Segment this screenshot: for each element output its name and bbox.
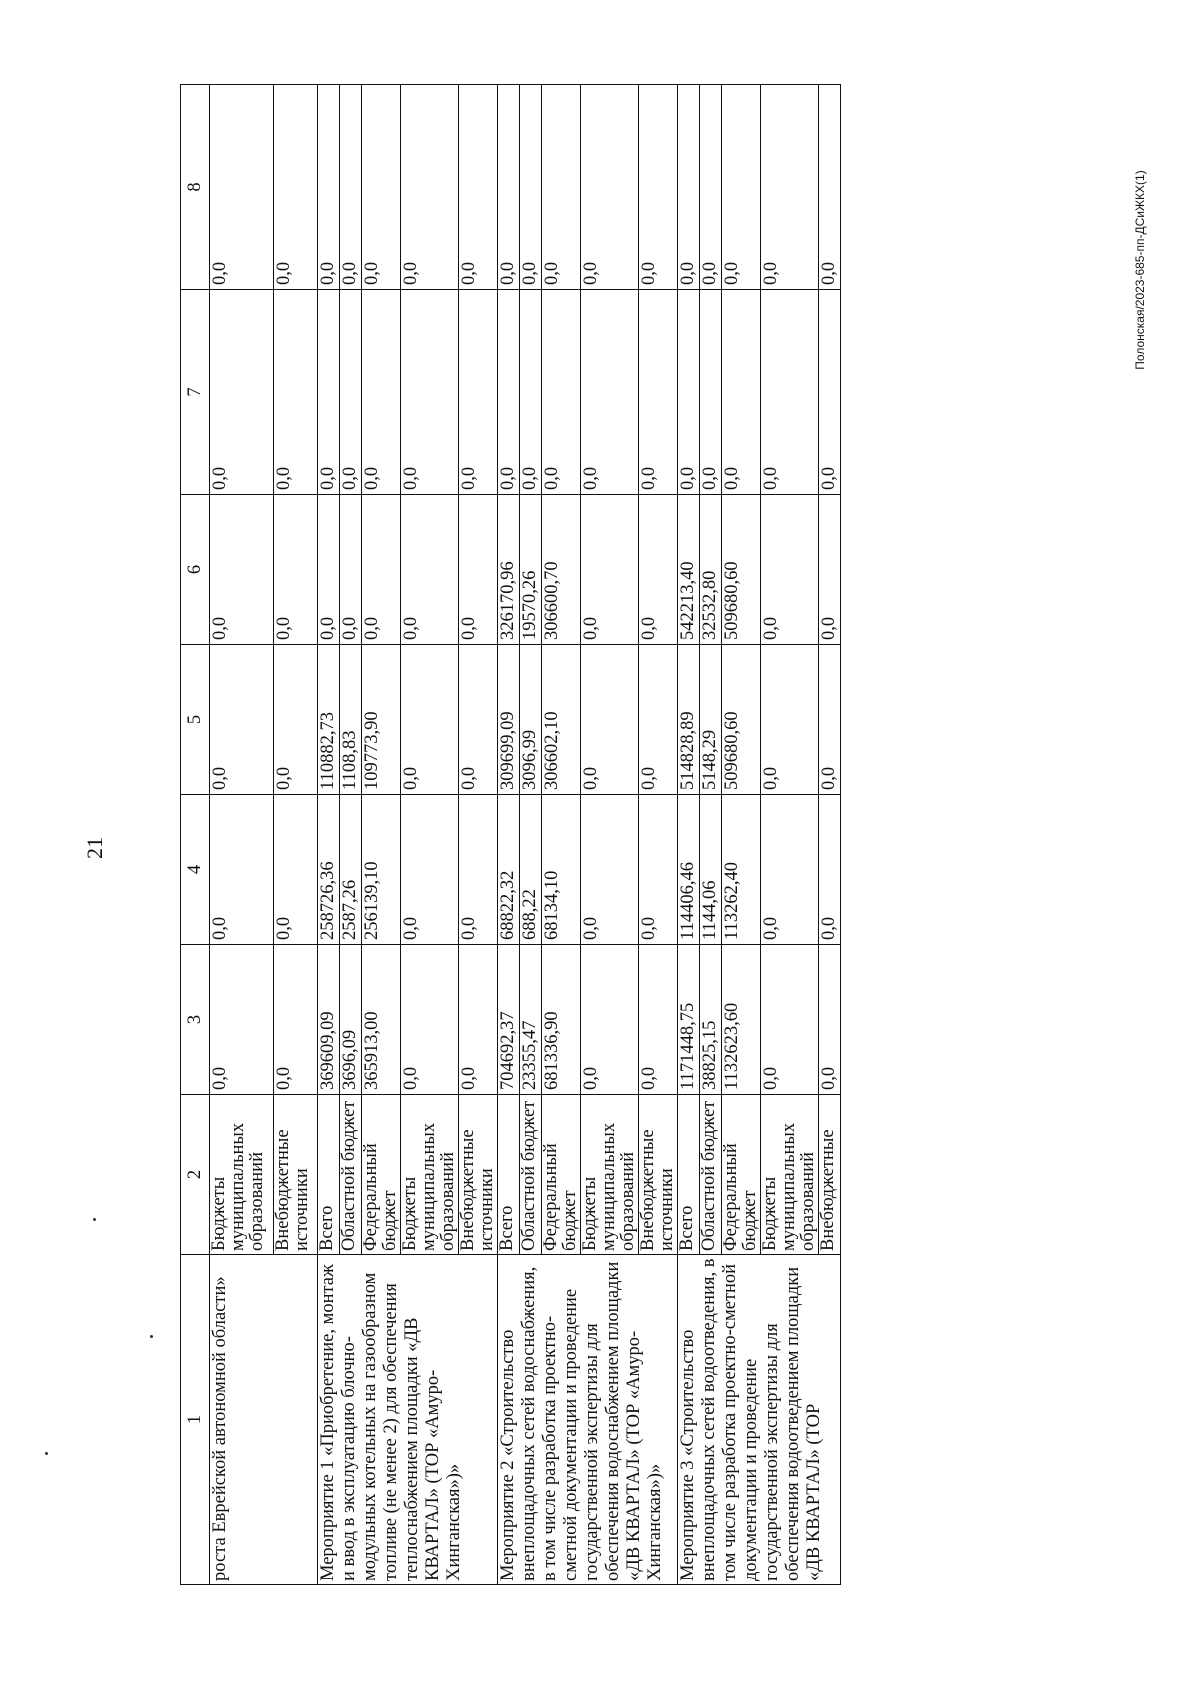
value-cell: 0,0 xyxy=(639,85,678,290)
value-cell: 0,0 xyxy=(401,645,459,795)
funding-source: Внебюджетные источники xyxy=(274,1095,318,1255)
value-cell: 0,0 xyxy=(678,290,700,495)
scan-speck xyxy=(45,1452,48,1455)
value-cell: 0,0 xyxy=(210,495,274,645)
column-header: 6 xyxy=(181,495,210,645)
value-cell: 0,0 xyxy=(722,85,761,290)
value-cell: 0,0 xyxy=(210,645,274,795)
value-cell: 0,0 xyxy=(318,495,340,645)
table-row xyxy=(498,85,520,1585)
value-cell: 0,0 xyxy=(210,945,274,1095)
funding-source: Федеральный бюджет xyxy=(542,1095,581,1255)
value-cell: 0,0 xyxy=(581,495,639,645)
value-cell: 109773,90 xyxy=(362,645,401,795)
value-cell: 0,0 xyxy=(362,495,401,645)
value-cell: 0,0 xyxy=(678,85,700,290)
value-cell: 19570,26 xyxy=(520,495,542,645)
table-row xyxy=(210,85,274,1585)
funding-source: Всего xyxy=(498,1095,520,1255)
value-cell: 0,0 xyxy=(401,795,459,945)
value-cell: 0,0 xyxy=(274,795,318,945)
column-header: 3 xyxy=(181,945,210,1095)
value-cell: 0,0 xyxy=(274,645,318,795)
value-cell: 365913,00 xyxy=(362,945,401,1095)
value-cell: 1108,83 xyxy=(340,645,362,795)
value-cell: 0,0 xyxy=(401,290,459,495)
value-cell: 0,0 xyxy=(581,945,639,1095)
value-cell: 114406,46 xyxy=(678,795,700,945)
funding-source: Бюджеты муниципальных образований xyxy=(581,1095,639,1255)
value-cell: 1132623,60 xyxy=(722,945,761,1095)
measure-description: Мероприятие 1 «Приобретение, монтаж и ввод в эксплуатацию блочно-модульных котельных на газообразном топливе (не менее 2) для обеспечения теплоснабжением площадки «ДВ КВАРТАЛ» (ТОР «Амуро-Хинганская»)» xyxy=(318,1255,498,1585)
value-cell: 0,0 xyxy=(761,495,819,645)
value-cell: 542213,40 xyxy=(678,495,700,645)
value-cell: 3096,99 xyxy=(520,645,542,795)
value-cell: 0,0 xyxy=(210,290,274,495)
funding-source: Областной бюджет xyxy=(520,1095,542,1255)
column-header: 5 xyxy=(181,645,210,795)
value-cell: 0,0 xyxy=(210,795,274,945)
header-row xyxy=(181,85,210,1585)
funding-source: Областной бюджет xyxy=(700,1095,722,1255)
table-row xyxy=(318,85,340,1585)
value-cell: 0,0 xyxy=(459,945,498,1095)
value-cell: 0,0 xyxy=(498,85,520,290)
value-cell: 38825,15 xyxy=(700,945,722,1095)
value-cell: 110882,73 xyxy=(318,645,340,795)
funding-source: Областной бюджет xyxy=(340,1095,362,1255)
column-header: 4 xyxy=(181,795,210,945)
value-cell: 326170,96 xyxy=(498,495,520,645)
value-cell: 306602,10 xyxy=(542,645,581,795)
value-cell: 1171448,75 xyxy=(678,945,700,1095)
scan-speck xyxy=(93,1218,96,1221)
measure-description: Мероприятие 2 «Строительство внеплощадочных сетей водоснабжения, в том числе разработка проектно-сметной документации и проведение государственной экспертизы для обеспечения водоснабжением площадки «ДВ КВАРТАЛ» (ТОР «Амуро-Хинганская»)» xyxy=(498,1255,678,1585)
value-cell: 509680,60 xyxy=(722,495,761,645)
funding-source: Федеральный бюджет xyxy=(722,1095,761,1255)
funding-source: Бюджеты муниципальных образований xyxy=(210,1095,274,1255)
value-cell: 0,0 xyxy=(819,85,841,290)
value-cell: 0,0 xyxy=(542,290,581,495)
value-cell: 0,0 xyxy=(459,495,498,645)
funding-source: Всего xyxy=(678,1095,700,1255)
measure-description: роста Еврейской автономной области» xyxy=(210,1255,318,1585)
value-cell: 306600,70 xyxy=(542,495,581,645)
funding-source: Внебюджетные источники xyxy=(459,1095,498,1255)
value-cell: 256139,10 xyxy=(362,795,401,945)
value-cell: 0,0 xyxy=(639,945,678,1095)
value-cell: 0,0 xyxy=(581,645,639,795)
column-header: 1 xyxy=(181,1255,210,1585)
value-cell: 369609,09 xyxy=(318,945,340,1095)
value-cell: 0,0 xyxy=(700,85,722,290)
value-cell: 0,0 xyxy=(520,85,542,290)
value-cell: 0,0 xyxy=(459,645,498,795)
value-cell: 1144,06 xyxy=(700,795,722,945)
value-cell: 2587,26 xyxy=(340,795,362,945)
value-cell: 0,0 xyxy=(401,85,459,290)
funding-source: Внебюджетные источники xyxy=(639,1095,678,1255)
column-header: 8 xyxy=(181,85,210,290)
value-cell: 0,0 xyxy=(639,795,678,945)
value-cell: 704692,37 xyxy=(498,945,520,1095)
value-cell: 0,0 xyxy=(520,290,542,495)
value-cell: 0,0 xyxy=(459,85,498,290)
value-cell: 681336,90 xyxy=(542,945,581,1095)
value-cell: 0,0 xyxy=(340,85,362,290)
value-cell: 0,0 xyxy=(761,290,819,495)
value-cell: 0,0 xyxy=(761,645,819,795)
value-cell: 0,0 xyxy=(318,85,340,290)
value-cell: 0,0 xyxy=(819,795,841,945)
value-cell: 23355,47 xyxy=(520,945,542,1095)
value-cell: 0,0 xyxy=(581,85,639,290)
value-cell: 0,0 xyxy=(274,85,318,290)
value-cell: 0,0 xyxy=(401,495,459,645)
value-cell: 113262,40 xyxy=(722,795,761,945)
measure-description: Мероприятие 3 «Строительство внеплощадочных сетей водоотведения, в том числе разработка проектно-сметной документации и проведение государственной экспертизы для обеспечения водоотведением площадки «ДВ КВАРТАЛ» (ТОР xyxy=(678,1255,841,1585)
value-cell: 0,0 xyxy=(639,495,678,645)
value-cell: 688,22 xyxy=(520,795,542,945)
value-cell: 514828,89 xyxy=(678,645,700,795)
value-cell: 68822,32 xyxy=(498,795,520,945)
value-cell: 0,0 xyxy=(542,85,581,290)
value-cell: 0,0 xyxy=(274,945,318,1095)
value-cell: 0,0 xyxy=(498,290,520,495)
page-number: 21 xyxy=(82,837,107,859)
value-cell: 0,0 xyxy=(581,290,639,495)
value-cell: 258726,36 xyxy=(318,795,340,945)
value-cell: 0,0 xyxy=(318,290,340,495)
value-cell: 0,0 xyxy=(340,290,362,495)
value-cell: 0,0 xyxy=(274,290,318,495)
rotated-table-area xyxy=(180,85,1190,1585)
funding-source: Внебюджетные xyxy=(819,1095,841,1255)
scan-speck xyxy=(150,1335,153,1338)
value-cell: 0,0 xyxy=(362,85,401,290)
value-cell: 0,0 xyxy=(459,795,498,945)
value-cell: 0,0 xyxy=(274,495,318,645)
table-row xyxy=(678,85,700,1585)
value-cell: 0,0 xyxy=(639,645,678,795)
value-cell: 0,0 xyxy=(210,85,274,290)
funding-table xyxy=(180,84,841,1585)
document-code: Полонская/2023-685-пп-ДСиЖКХ(1) xyxy=(1133,170,1147,370)
value-cell: 0,0 xyxy=(819,945,841,1095)
column-header: 7 xyxy=(181,290,210,495)
funding-source: Всего xyxy=(318,1095,340,1255)
value-cell: 0,0 xyxy=(459,290,498,495)
value-cell: 3696,09 xyxy=(340,945,362,1095)
value-cell: 0,0 xyxy=(639,290,678,495)
value-cell: 0,0 xyxy=(819,495,841,645)
value-cell: 0,0 xyxy=(761,795,819,945)
value-cell: 5148,29 xyxy=(700,645,722,795)
value-cell: 0,0 xyxy=(401,945,459,1095)
value-cell: 0,0 xyxy=(700,290,722,495)
column-header: 2 xyxy=(181,1095,210,1255)
funding-source: Бюджеты муниципальных образований xyxy=(401,1095,459,1255)
value-cell: 0,0 xyxy=(722,290,761,495)
value-cell: 509680,60 xyxy=(722,645,761,795)
value-cell: 68134,10 xyxy=(542,795,581,945)
value-cell: 0,0 xyxy=(581,795,639,945)
value-cell: 32532,80 xyxy=(700,495,722,645)
value-cell: 0,0 xyxy=(819,290,841,495)
value-cell: 309699,09 xyxy=(498,645,520,795)
funding-source: Бюджеты муниципальных образований xyxy=(761,1095,819,1255)
value-cell: 0,0 xyxy=(340,495,362,645)
value-cell: 0,0 xyxy=(761,945,819,1095)
value-cell: 0,0 xyxy=(362,290,401,495)
value-cell: 0,0 xyxy=(761,85,819,290)
value-cell: 0,0 xyxy=(819,645,841,795)
funding-source: Федеральный бюджет xyxy=(362,1095,401,1255)
